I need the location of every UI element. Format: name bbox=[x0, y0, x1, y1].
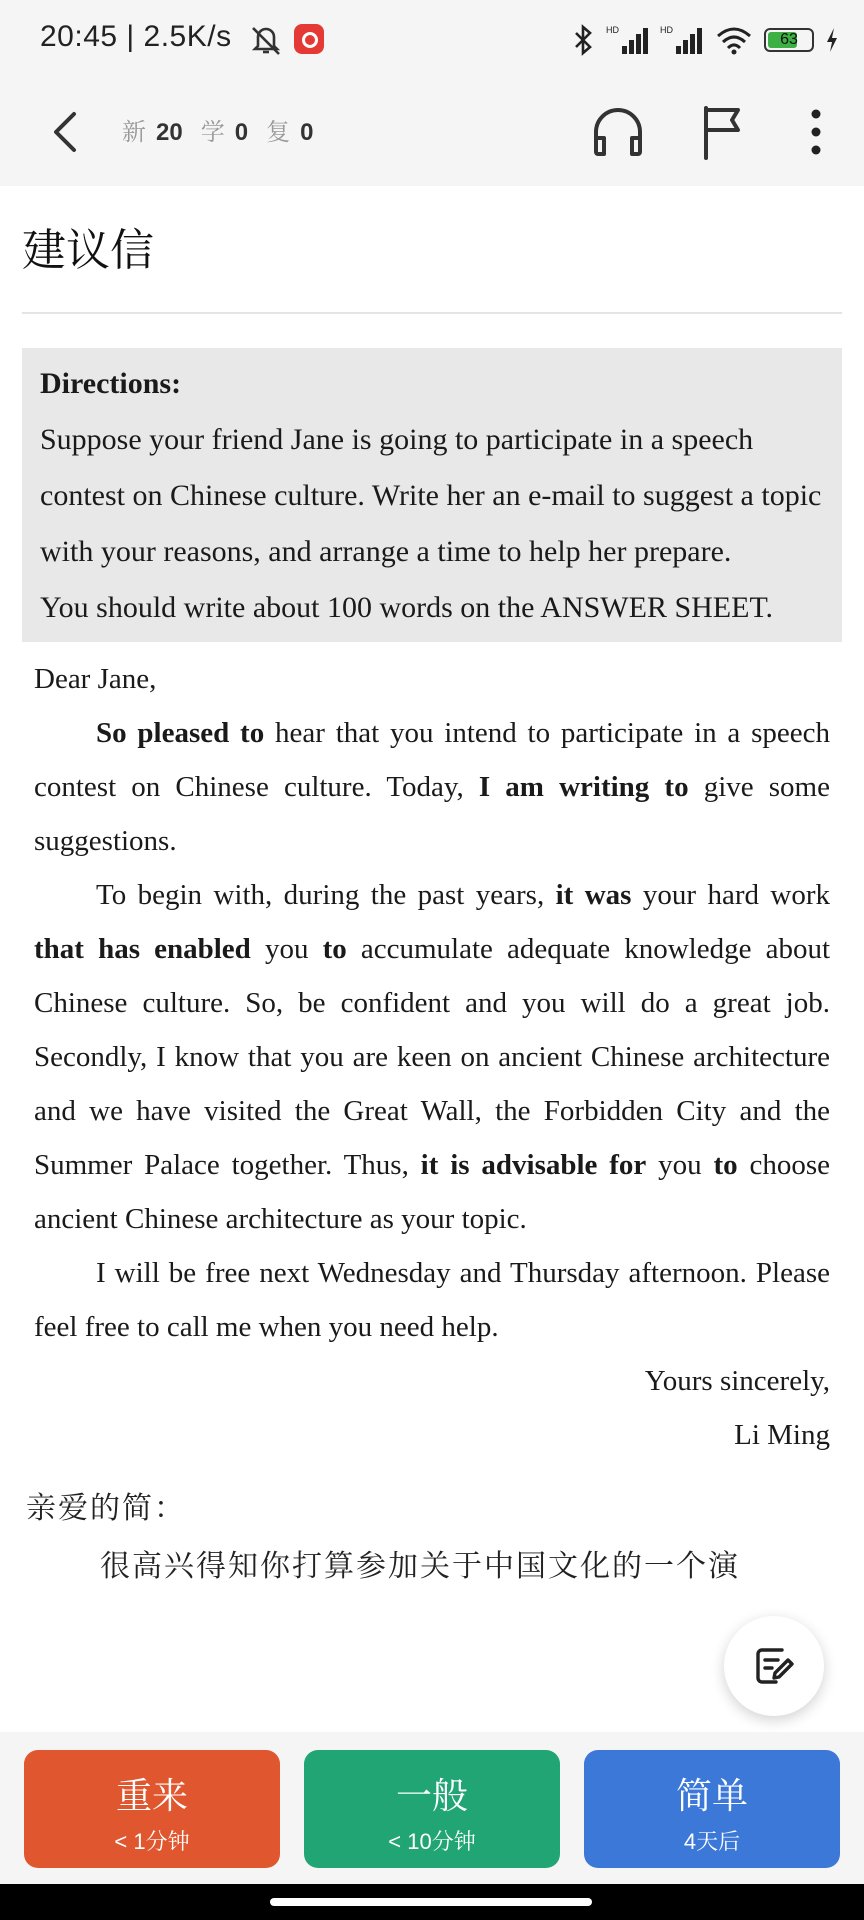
svg-text:HD: HD bbox=[606, 25, 619, 35]
easy-button[interactable] bbox=[584, 1750, 840, 1868]
normal-button[interactable] bbox=[304, 1750, 560, 1868]
letter-paragraph-3: I will be free next Wednesday and Thursday afternoon. Please feel free to call me when you need help. bbox=[34, 1257, 830, 1343]
text-run: accumulate adequate knowledge about Chinese culture. So, be confident and you will do a great job. Secondly, I know that you are keen on ancient Chinese architecture and we have visited the Great Wall, the Forbidden City and the Summer Palace together. Thus, bbox=[34, 933, 831, 1181]
letter-signer: Li Ming bbox=[734, 1419, 830, 1451]
review-count: 0 bbox=[300, 119, 314, 146]
review-button-bar bbox=[0, 1732, 864, 1884]
cn-greeting: 亲爱的简： bbox=[26, 1491, 186, 1526]
bold-phrase: So pleased to bbox=[96, 717, 265, 749]
sample-letter bbox=[22, 642, 842, 1462]
cn-body: 很高兴得知你打算参加关于中国文化的一个演 bbox=[100, 1549, 740, 1584]
easy-label: 简单 bbox=[675, 1775, 748, 1816]
back-icon[interactable] bbox=[40, 102, 100, 162]
home-indicator[interactable] bbox=[270, 1898, 592, 1906]
normal-label: 一般 bbox=[395, 1775, 468, 1816]
system-nav-bar bbox=[0, 1884, 864, 1920]
status-bar bbox=[0, 0, 864, 82]
edit-note-icon bbox=[752, 1644, 796, 1688]
letter-greeting: Dear Jane, bbox=[34, 663, 157, 695]
bold-phrase: to bbox=[322, 933, 347, 965]
text-run: choose ancient Chinese architecture as your topic. bbox=[34, 1149, 831, 1235]
letter-paragraph-2 bbox=[34, 868, 830, 1246]
battery-icon bbox=[764, 28, 814, 52]
wifi-icon bbox=[714, 24, 754, 56]
more-icon[interactable] bbox=[784, 100, 848, 164]
directions-text: Suppose your friend Jane is going to participate in a speech contest on Chinese culture. Write her an e-mail to suggest a topic with your reasons, and arrange a time to help her prepare. bbox=[40, 423, 822, 568]
letter-paragraph-1 bbox=[34, 706, 830, 868]
bold-phrase: I am writing to bbox=[478, 771, 689, 803]
mute-icon bbox=[248, 22, 284, 58]
bluetooth-icon bbox=[570, 23, 596, 57]
bold-phrase: that has enabled bbox=[34, 933, 251, 965]
directions-heading: Directions: bbox=[40, 367, 182, 400]
battery-level: 63 bbox=[780, 31, 798, 48]
flag-icon[interactable] bbox=[690, 100, 754, 164]
top-nav bbox=[0, 82, 864, 186]
edit-note-button[interactable] bbox=[724, 1616, 824, 1716]
text-run: your hard work bbox=[631, 879, 830, 911]
text-run: you bbox=[250, 933, 323, 965]
learn-label: 学 bbox=[200, 119, 225, 146]
bold-phrase: it was bbox=[555, 879, 632, 911]
text-run: To begin with, during the past years, bbox=[96, 879, 556, 911]
easy-interval: 4天后 bbox=[683, 1829, 741, 1854]
text-run: you bbox=[646, 1149, 714, 1181]
new-count: 20 bbox=[156, 119, 183, 146]
new-label: 新 bbox=[122, 119, 146, 146]
headphones-icon[interactable] bbox=[586, 100, 650, 164]
directions-box bbox=[22, 348, 842, 642]
again-label: 重来 bbox=[115, 1775, 188, 1816]
scanned-passage bbox=[22, 348, 842, 1596]
chinese-translation bbox=[22, 1462, 842, 1596]
normal-interval: < 10分钟 bbox=[388, 1829, 476, 1854]
signal-icon bbox=[606, 24, 650, 56]
divider bbox=[22, 312, 842, 314]
bold-phrase: to bbox=[713, 1149, 738, 1181]
svg-text:HD: HD bbox=[660, 25, 673, 35]
status-time: 20:45 | 2.5K/s bbox=[40, 20, 232, 53]
text-run: give some suggestions. bbox=[34, 771, 830, 857]
status-icons bbox=[570, 20, 840, 60]
text-run: hear that you intend to participate in a speech contest on Chinese culture. Today, bbox=[34, 717, 830, 803]
learn-count: 0 bbox=[234, 119, 249, 146]
again-interval: < 1分钟 bbox=[114, 1829, 190, 1854]
app-notification-icon bbox=[294, 24, 324, 54]
card-content[interactable] bbox=[0, 186, 864, 1732]
letter-closing: Yours sincerely, bbox=[644, 1365, 830, 1397]
bold-phrase: it is advisable for bbox=[420, 1149, 647, 1181]
review-label: 复 bbox=[266, 119, 291, 146]
charging-icon bbox=[824, 26, 840, 54]
directions-text-2: You should write about 100 words on the ANSWER SHEET. bbox=[40, 591, 774, 624]
signal-icon bbox=[660, 24, 704, 56]
card-counts bbox=[122, 112, 321, 147]
card-title: 建议信 bbox=[22, 226, 154, 275]
again-button[interactable] bbox=[24, 1750, 280, 1868]
